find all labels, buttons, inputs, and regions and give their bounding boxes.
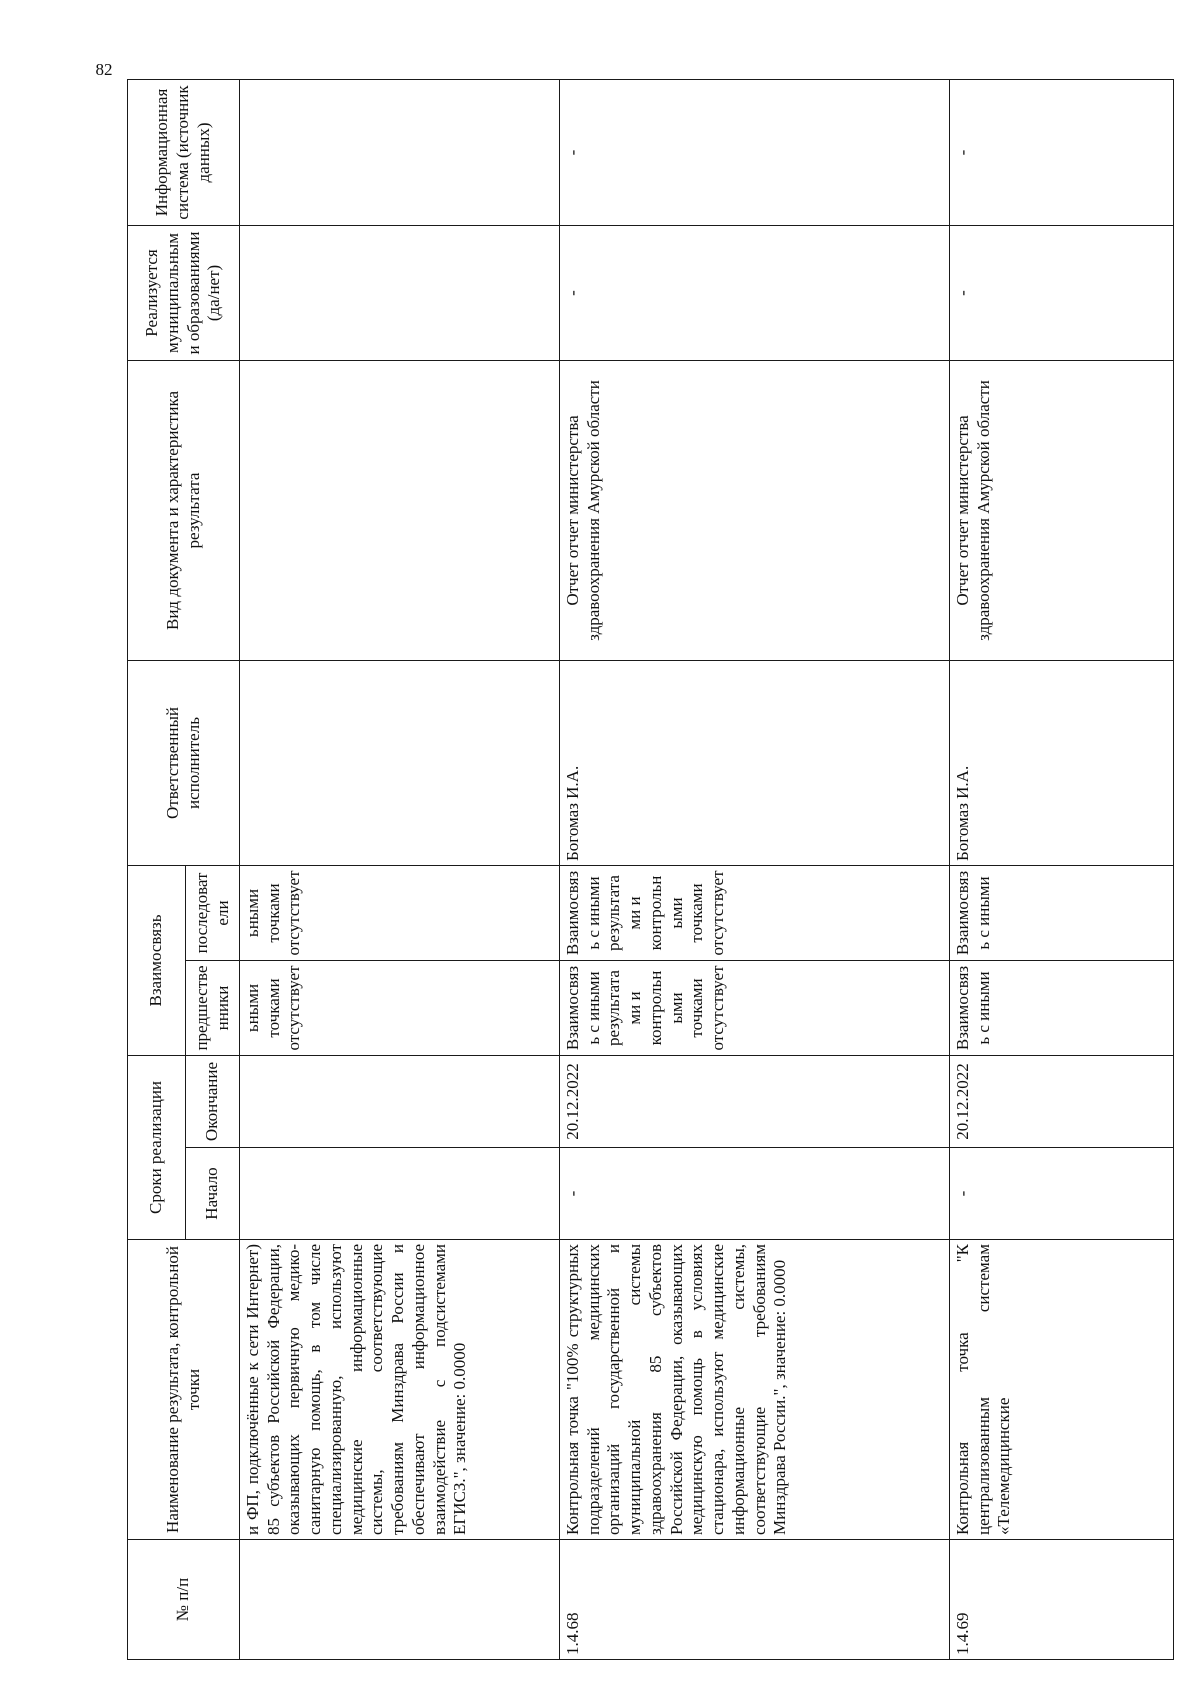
cell-name: Контрольная точка "К централизованным системам «Телемедицинские xyxy=(950,1240,1174,1540)
cell-num: 1.4.69 xyxy=(950,1540,1174,1660)
table-row xyxy=(560,79,950,1659)
cell-info-system: - xyxy=(560,79,950,225)
header-document: Вид документа и характеристика результата xyxy=(128,360,240,660)
cell-municipal: - xyxy=(950,225,1174,360)
header-start: Начало xyxy=(186,1148,240,1240)
header-end: Окончание xyxy=(186,1056,240,1148)
header-name: Наименование результата, контрольной точки xyxy=(128,1240,240,1540)
cell-successors: ьными точками отсутствует xyxy=(240,865,560,960)
header-predecessors: предшественники xyxy=(186,961,240,1056)
cell-predecessors: Взаимосвязь с иными результатами и контрольными точками отсутствует xyxy=(560,961,950,1056)
header-num: № п/п xyxy=(128,1540,240,1660)
header-info-system: Информационная система (источник данных) xyxy=(128,79,240,225)
cell-num xyxy=(240,1540,560,1660)
header-link: Взаимосвязь xyxy=(128,865,186,1055)
cell-responsible: Богомаз И.А. xyxy=(560,660,950,865)
page-number: 82 xyxy=(95,60,113,79)
cell-responsible xyxy=(240,660,560,865)
cell-predecessors: Взаимосвязь с иными xyxy=(950,961,1174,1056)
cell-document xyxy=(240,360,560,660)
cell-municipal xyxy=(240,225,560,360)
cell-name: Контрольная точка "100% структурных подразделений медицинских организаций государственной и муниципальной системы здравоохранения 85 субъектов Российской Федерации, оказывающих медицинскую помощь в условиях стационара, используют медицинские информационные системы, соответствующие требованиям Минздрава России.", значение: 0.0000 xyxy=(560,1240,950,1540)
cell-municipal: - xyxy=(560,225,950,360)
header-responsible: Ответственный исполнитель xyxy=(128,660,240,865)
cell-start: - xyxy=(950,1148,1174,1240)
cell-info-system: - xyxy=(950,79,1174,225)
table-row xyxy=(240,79,560,1659)
plan-table xyxy=(127,79,1174,1660)
cell-responsible: Богомаз И.А. xyxy=(950,660,1174,865)
cell-end xyxy=(240,1056,560,1148)
cell-predecessors: ьными точками отсутствует xyxy=(240,961,560,1056)
table-row xyxy=(950,79,1174,1659)
header-successors: последователи xyxy=(186,865,240,960)
header-row-top xyxy=(128,79,186,1659)
cell-successors: Взаимосвязь с иными результатами и контрольными точками отсутствует xyxy=(560,865,950,960)
cell-name: и ФП, подключённые к сети Интернет) 85 субъектов Российской Федерации, оказывающих первичную медико-санитарную помощь, в том числе специализированную, используют медицинские информационные системы, соответствующие требованиям Минздрава России и обеспечивают информационное взаимодействие с подсистемами ЕГИСЗ.", значение: 0.0000 xyxy=(240,1240,560,1540)
header-municipal: Реализуется муниципальными образованиями (да/нет) xyxy=(128,225,240,360)
cell-document: Отчет отчет министерства здравоохранения Амурской области xyxy=(560,360,950,660)
cell-start: - xyxy=(560,1148,950,1240)
header-terms: Сроки реализации xyxy=(128,1056,186,1240)
cell-end: 20.12.2022 xyxy=(560,1056,950,1148)
cell-end: 20.12.2022 xyxy=(950,1056,1174,1148)
rotated-table-sheet xyxy=(127,80,1174,1660)
rotated-table-container xyxy=(127,80,1174,1660)
cell-num: 1.4.68 xyxy=(560,1540,950,1660)
cell-document: Отчет отчет министерства здравоохранения Амурской области xyxy=(950,360,1174,660)
cell-info-system xyxy=(240,79,560,225)
cell-start xyxy=(240,1148,560,1240)
cell-successors: Взаимосвязь с иными xyxy=(950,865,1174,960)
